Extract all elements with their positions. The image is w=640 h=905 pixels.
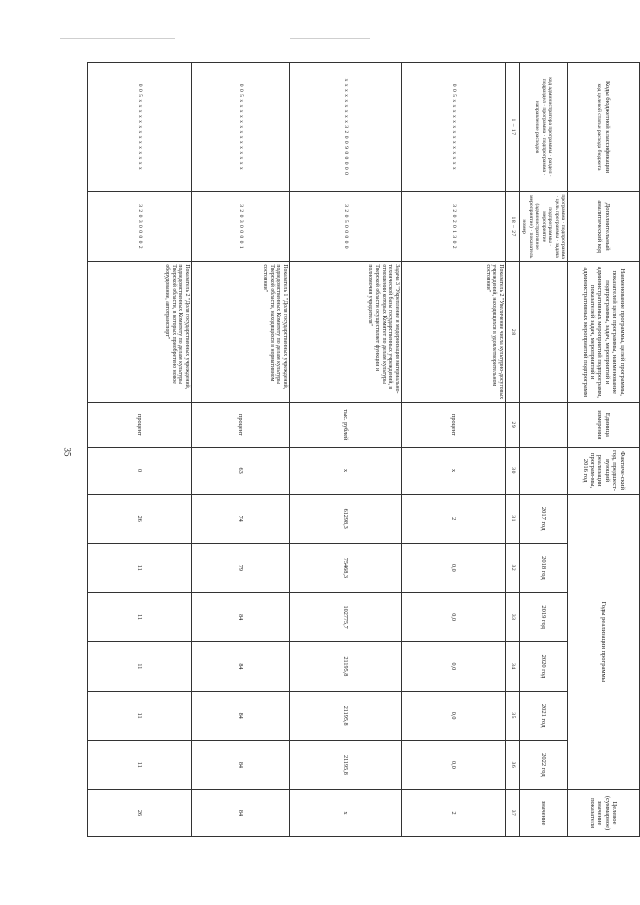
header-target: Целевое (суммарное) значение показателя	[568, 790, 640, 837]
row-name: Показатель 2 "Доля государственных учреждений, подведомственных Комитету по делам культуры Тверской области, в которых приобретено новое оборудование, автотранспорт"	[88, 262, 192, 403]
row-value-2020: 84	[192, 642, 290, 691]
row-value-2017: 26	[88, 494, 192, 543]
scan-edge-top-left	[60, 38, 175, 39]
row-analytic: 3 2 0 5 0 0 0 0 0	[290, 191, 402, 261]
header-year-2019: 2019 год	[520, 593, 568, 642]
row-analytic: 3 2 0 3 0 0 0 0 1	[192, 191, 290, 261]
header-codes-sub: код администратора программы · раздел · подраздел · программа · подпрограмма · направление расходов	[520, 63, 568, 192]
header-analytic-sub: программа · подпрограмма · цель программы · задача подпрограммы · мероприятие (административное мероприятие) · показатель номер	[520, 191, 568, 261]
header-year-2017: 2017 год	[520, 494, 568, 543]
row-name: Показатель 1 "Доля государственных учреждений, подведомственных Комитету по делам культуры Тверской области, находящихся в нормативном состоянии"	[192, 262, 290, 403]
row-unit: процент	[402, 403, 506, 448]
colnum-35: 35	[506, 691, 520, 740]
row-value-2019: 102775,7	[290, 593, 402, 642]
header-row-groups	[568, 63, 640, 837]
row-value-2021: 84	[192, 691, 290, 740]
row-fact: 63	[192, 447, 290, 494]
row-value-2018: 79	[192, 543, 290, 592]
row-codes: 0 0 5 x x x x x x x x x x x x x x	[88, 63, 192, 192]
table-row	[192, 63, 290, 837]
row-target: 2	[402, 790, 506, 837]
row-value-2022: 21195,8	[290, 740, 402, 789]
column-number-row	[506, 63, 520, 837]
header-unit: Единица измерения	[568, 403, 640, 448]
header-unit-blank	[520, 403, 568, 448]
colnum-37: 37	[506, 790, 520, 837]
program-indicators-table	[87, 62, 640, 837]
row-value-2021: 11	[88, 691, 192, 740]
row-target: 84	[192, 790, 290, 837]
page-number: 35	[62, 447, 73, 457]
row-value-2022: 84	[192, 740, 290, 789]
row-value-2018: 75468,3	[290, 543, 402, 592]
row-fact: 0	[88, 447, 192, 494]
header-name: Наименование программы, целей программы, показателей цели программы, наименование подпрограммы, задач, мероприятий и административных мероприятий подпрограмм, показателей задач, мероприятий и административных мероприятий подпрограмм	[568, 262, 640, 403]
row-name: Показатель 2 "Увеличение числа культурно-досуговых учреждений, находящихся в удовлетворительном состоянии"	[402, 262, 506, 403]
header-target-sub: значение	[520, 790, 568, 837]
colnum-32: 32	[506, 543, 520, 592]
row-value-2020: 21195,8	[290, 642, 402, 691]
header-year-2022: 2022 год	[520, 740, 568, 789]
colnum-30: 30	[506, 447, 520, 494]
header-year-2018: 2018 год	[520, 543, 568, 592]
colnum-31: 31	[506, 494, 520, 543]
colnum-codes: 1 – 17	[506, 63, 520, 192]
row-value-2020: 11	[88, 642, 192, 691]
row-value-2022: 11	[88, 740, 192, 789]
header-name-blank	[520, 262, 568, 403]
row-codes: x x x x x x x x x 3 2 0 0 9 0 0 0 0 0	[290, 63, 402, 192]
header-row-years	[520, 63, 568, 837]
table-row	[402, 63, 506, 837]
header-analytic: Дополнительный аналитический код	[568, 191, 640, 261]
row-unit: тыс. рублей	[290, 403, 402, 448]
row-name: Задача 3 "Укрепление и модернизация материально-технической базы государственных учреждений, в отношении которых Комитет по делам культуры Тверской области осуществляет функции и полномочия учредителя"	[290, 262, 402, 403]
rotated-table-area	[95, 62, 640, 837]
header-year-2021: 2021 год	[520, 691, 568, 740]
colnum-34: 34	[506, 642, 520, 691]
row-codes: 0 0 5 x x x x x x x x x x x x x x	[192, 63, 290, 192]
row-value-2017: 2	[402, 494, 506, 543]
row-fact: х	[402, 447, 506, 494]
row-unit: процент	[88, 403, 192, 448]
row-value-2019: 11	[88, 593, 192, 642]
row-value-2020: 0,0	[402, 642, 506, 691]
header-fact: Фактиче-ский год, предшест-вующий реализации програм-мы, 2016 год	[568, 447, 640, 494]
row-target: х	[290, 790, 402, 837]
table-rotation-frame	[95, 62, 640, 837]
colnum-36: 36	[506, 740, 520, 789]
colnum-28: 28	[506, 262, 520, 403]
row-fact: х	[290, 447, 402, 494]
row-analytic: 3 2 0 2 0 1 3 0 2	[402, 191, 506, 261]
header-codes: Коды бюджетной классификации код целевой статьи расхода бюджета	[568, 63, 640, 192]
row-analytic: 3 2 0 3 0 0 0 0 2	[88, 191, 192, 261]
colnum-29: 29	[506, 403, 520, 448]
row-value-2017: 61298,3	[290, 494, 402, 543]
row-value-2017: 74	[192, 494, 290, 543]
colnum-analytic: 18 – 27	[506, 191, 520, 261]
scan-edge-top-right	[290, 38, 370, 39]
header-years-group: Годы реализации программы	[568, 494, 640, 790]
table-row	[88, 63, 192, 837]
table-row	[290, 63, 402, 837]
row-value-2018: 11	[88, 543, 192, 592]
header-fact-blank	[520, 447, 568, 494]
row-value-2019: 84	[192, 593, 290, 642]
header-year-2020: 2020 год	[520, 642, 568, 691]
row-target: 26	[88, 790, 192, 837]
row-unit: процент	[192, 403, 290, 448]
row-value-2019: 0,0	[402, 593, 506, 642]
row-value-2021: 0,0	[402, 691, 506, 740]
row-value-2022: 0,0	[402, 740, 506, 789]
row-codes: 0 0 5 x x x x x x x x x x x x x x	[402, 63, 506, 192]
row-value-2021: 21195,8	[290, 691, 402, 740]
colnum-33: 33	[506, 593, 520, 642]
row-value-2018: 0,0	[402, 543, 506, 592]
